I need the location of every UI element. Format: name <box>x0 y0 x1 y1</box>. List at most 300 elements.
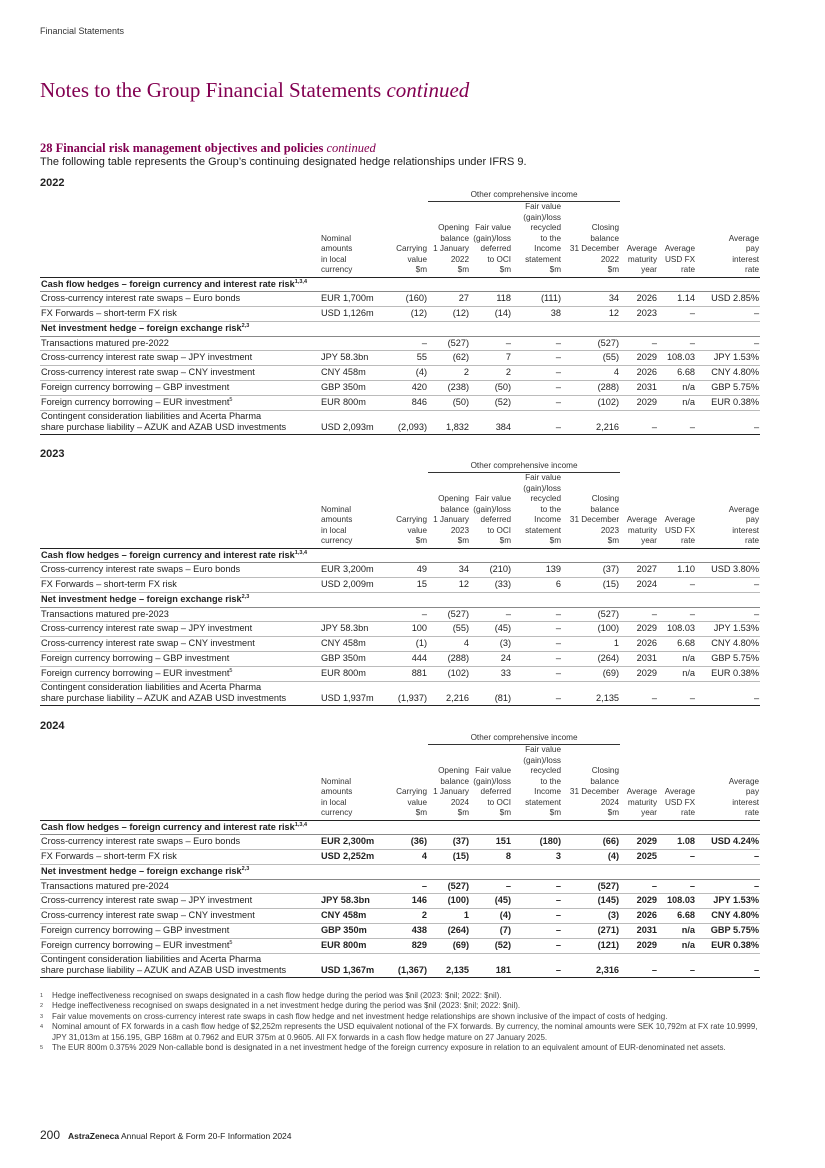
cell-nominal <box>320 336 390 351</box>
col-header-closing: Closing balance 31 December 2023 $m <box>562 473 620 549</box>
cell-opening: 2 <box>428 366 470 381</box>
cell-carrying: – <box>390 336 428 351</box>
row-label-text: Transactions matured pre-2023 <box>41 608 169 619</box>
cell-maturity: 2026 <box>620 292 658 307</box>
cell-fxrate: 6.68 <box>658 366 696 381</box>
cell-fxrate: n/a <box>658 652 696 667</box>
row-label <box>40 292 320 307</box>
cell-carrying: 438 <box>390 924 428 939</box>
table-row <box>40 351 760 366</box>
page-footer <box>40 1128 292 1142</box>
cell-fvrec: – <box>512 652 562 667</box>
row-label-line1: Contingent consideration liabilities and Acerta Pharma <box>41 410 262 421</box>
cell-maturity: – <box>620 879 658 894</box>
cell-maturity: 2031 <box>620 652 658 667</box>
col-header-payrate: Average pay interest rate <box>696 202 760 278</box>
net-investment-hedge-heading <box>40 864 760 879</box>
cell-nominal <box>320 607 390 622</box>
cell-opening: (288) <box>428 652 470 667</box>
row-label <box>40 681 320 705</box>
cell-opening: (12) <box>428 307 470 322</box>
cell-opening: (527) <box>428 879 470 894</box>
footnote-ref: 5 <box>229 667 233 674</box>
cell-payrate: CNY 4.80% <box>696 366 760 381</box>
table-row <box>40 622 760 637</box>
cell-payrate: – <box>696 953 760 977</box>
cash-flow-hedges-heading <box>40 548 760 563</box>
cash-flow-hedges-heading <box>40 820 760 835</box>
cell-maturity: 2023 <box>620 307 658 322</box>
cell-fxrate: n/a <box>658 381 696 396</box>
hedge-relationships-table <box>40 731 760 978</box>
cell-carrying: 49 <box>390 563 428 578</box>
cell-maturity: 2029 <box>620 395 658 410</box>
cell-fvrec: (180) <box>512 835 562 850</box>
row-label <box>40 938 320 953</box>
row-label <box>40 652 320 667</box>
hedge-relationships-table <box>40 459 760 706</box>
cell-closing: (55) <box>562 351 620 366</box>
table-row <box>40 894 760 909</box>
cell-carrying: (36) <box>390 835 428 850</box>
cell-payrate: EUR 0.38% <box>696 938 760 953</box>
footnote-ref: 2,3 <box>241 593 250 600</box>
page-title <box>40 78 469 103</box>
cell-nominal: CNY 458m <box>320 909 390 924</box>
cell-carrying: 55 <box>390 351 428 366</box>
oci-header-row <box>40 731 760 745</box>
cell-closing: 34 <box>562 292 620 307</box>
table-year-heading: 2022 <box>40 177 65 189</box>
cell-carrying: 146 <box>390 894 428 909</box>
cell-closing: (102) <box>562 395 620 410</box>
row-label-text: Transactions matured pre-2022 <box>41 337 169 348</box>
col-header-fvdef: Fair value (gain)/loss deferred to OCI $m <box>470 473 512 549</box>
cell-payrate: GBP 5.75% <box>696 652 760 667</box>
cell-nominal: EUR 1,700m <box>320 292 390 307</box>
cell-fvdef: 384 <box>470 410 512 434</box>
table-row <box>40 381 760 396</box>
footnote-mark: 1 <box>40 993 44 999</box>
cell-fxrate: – <box>658 307 696 322</box>
cell-opening: 4 <box>428 637 470 652</box>
col-header-carrying: Carrying value $m <box>390 202 428 278</box>
cell-nominal: EUR 2,300m <box>320 835 390 850</box>
cell-closing: 1 <box>562 637 620 652</box>
column-header-row <box>40 202 760 278</box>
cell-closing: (121) <box>562 938 620 953</box>
cell-opening: (50) <box>428 395 470 410</box>
row-label-text: Foreign currency borrowing – EUR investment <box>41 396 230 407</box>
row-label <box>40 578 320 593</box>
cell-opening: (55) <box>428 622 470 637</box>
table-row <box>40 850 760 865</box>
cell-closing: (15) <box>562 578 620 593</box>
cell-carrying: 881 <box>390 666 428 681</box>
cell-payrate: USD 2.85% <box>696 292 760 307</box>
cell-maturity: 2029 <box>620 666 658 681</box>
cell-closing: (527) <box>562 607 620 622</box>
cell-nominal: USD 2,093m <box>320 410 390 434</box>
row-label-text: Cross-currency interest rate swap – JPY investment <box>41 895 253 906</box>
cell-maturity: 2031 <box>620 381 658 396</box>
row-label-line1: Contingent consideration liabilities and Acerta Pharma <box>41 681 262 692</box>
footnote-ref: 2,3 <box>241 865 250 872</box>
cell-nominal: EUR 800m <box>320 395 390 410</box>
col-header-closing: Closing balance 31 December 2024 $m <box>562 745 620 821</box>
col-header-maturity: Average maturity year <box>620 202 658 278</box>
table-year-heading: 2023 <box>40 448 65 460</box>
row-label-text: Transactions matured pre-2024 <box>41 880 169 891</box>
cell-nominal: USD 1,367m <box>320 953 390 977</box>
row-label <box>40 381 320 396</box>
cell-fxrate: 1.10 <box>658 563 696 578</box>
cell-nominal: JPY 58.3bn <box>320 622 390 637</box>
col-header-carrying: Carrying value $m <box>390 473 428 549</box>
cell-fvrec: – <box>512 681 562 705</box>
cell-fvrec: 3 <box>512 850 562 865</box>
table-row <box>40 938 760 953</box>
cell-fvdef: (50) <box>470 381 512 396</box>
cell-opening: (527) <box>428 336 470 351</box>
cell-closing: (66) <box>562 835 620 850</box>
oci-group-header: Other comprehensive income <box>428 731 620 745</box>
cell-carrying: 15 <box>390 578 428 593</box>
table-row <box>40 924 760 939</box>
cell-fvrec: – <box>512 351 562 366</box>
cell-payrate: – <box>696 850 760 865</box>
group-heading-label: Cash flow hedges – foreign currency and interest rate risk <box>41 278 295 289</box>
cell-fvrec: – <box>512 622 562 637</box>
row-label <box>40 622 320 637</box>
cell-maturity: 2026 <box>620 909 658 924</box>
col-header-nominal: Nominal amounts in local currency <box>320 745 390 821</box>
footnote-text: Nominal amount of FX forwards in a cash flow hedge of $2,252m represents the USD equivalent notional of the FX forwards. By currency, the nominal amounts were SEK 10,792m at FX rate 10.9999, JPY 31,013m at 156.195, GBP 168m at 0.7962 and EUR 375m at 0.9605. All FX forwards in a cash flow hedge mature on 27 January 2025. <box>52 1022 758 1042</box>
row-label <box>40 637 320 652</box>
cell-maturity: 2026 <box>620 637 658 652</box>
cell-fvdef: 181 <box>470 953 512 977</box>
cell-payrate: – <box>696 307 760 322</box>
cell-maturity: 2024 <box>620 578 658 593</box>
cell-payrate: CNY 4.80% <box>696 909 760 924</box>
footnote-mark: 5 <box>40 1045 44 1052</box>
cell-fvrec: – <box>512 395 562 410</box>
cell-fvrec: – <box>512 938 562 953</box>
col-header-fxrate: Average USD FX rate <box>658 202 696 278</box>
group-heading-label: Cash flow hedges – foreign currency and interest rate risk <box>41 821 295 832</box>
cell-nominal: EUR 800m <box>320 938 390 953</box>
cell-fvrec: – <box>512 953 562 977</box>
cell-nominal: JPY 58.3bn <box>320 894 390 909</box>
row-label-text: Cross-currency interest rate swaps – Euro bonds <box>41 564 241 575</box>
row-label <box>40 924 320 939</box>
cell-opening: (264) <box>428 924 470 939</box>
row-label-text: Cross-currency interest rate swaps – Euro bonds <box>41 836 241 847</box>
cell-payrate: USD 3.80% <box>696 563 760 578</box>
cell-fvdef: 2 <box>470 366 512 381</box>
row-label <box>40 336 320 351</box>
col-header-opening: Opening balance 1 January 2022 $m <box>428 202 470 278</box>
cell-carrying: (1,367) <box>390 953 428 977</box>
cell-fxrate: 108.03 <box>658 622 696 637</box>
cell-closing: (4) <box>562 850 620 865</box>
cell-closing: (264) <box>562 652 620 667</box>
cell-fvdef: (52) <box>470 395 512 410</box>
row-label <box>40 395 320 410</box>
cell-fvdef: – <box>470 879 512 894</box>
cell-fvrec: 6 <box>512 578 562 593</box>
cell-closing: (145) <box>562 894 620 909</box>
cell-closing: 2,135 <box>562 681 620 705</box>
cell-closing: (288) <box>562 381 620 396</box>
cell-fvdef: – <box>470 607 512 622</box>
footnote-ref: 5 <box>229 939 233 946</box>
cell-fvdef: – <box>470 336 512 351</box>
cell-nominal: EUR 3,200m <box>320 563 390 578</box>
cell-closing: (3) <box>562 909 620 924</box>
cell-fvrec: 38 <box>512 307 562 322</box>
footnote <box>40 1043 765 1053</box>
cell-fvdef: 33 <box>470 666 512 681</box>
row-label-text: Foreign currency borrowing – EUR investment <box>41 939 230 950</box>
page-number: 200 <box>40 1128 61 1142</box>
section-title-main: 28 Financial risk management objectives and policies <box>40 141 324 155</box>
row-label <box>40 850 320 865</box>
cell-opening: (100) <box>428 894 470 909</box>
cell-carrying: 2 <box>390 909 428 924</box>
cell-payrate: JPY 1.53% <box>696 894 760 909</box>
col-header-opening: Opening balance 1 January 2023 $m <box>428 473 470 549</box>
footnote <box>40 1012 765 1022</box>
table-row <box>40 652 760 667</box>
cell-maturity: – <box>620 953 658 977</box>
col-header-maturity: Average maturity year <box>620 745 658 821</box>
cell-carrying: (4) <box>390 366 428 381</box>
cell-fxrate: 6.68 <box>658 637 696 652</box>
cell-fxrate: – <box>658 607 696 622</box>
cell-opening: 2,135 <box>428 953 470 977</box>
cell-payrate: – <box>696 607 760 622</box>
cell-fxrate: n/a <box>658 938 696 953</box>
cell-maturity: – <box>620 410 658 434</box>
column-header-row <box>40 473 760 549</box>
row-label-text: FX Forwards – short-term FX risk <box>41 308 177 319</box>
cell-nominal: JPY 58.3bn <box>320 351 390 366</box>
section-title <box>40 141 376 156</box>
col-header-carrying: Carrying value $m <box>390 745 428 821</box>
footnote-text: Hedge ineffectiveness recognised on swaps designated in a cash flow hedge during the period was $nil (2023: $nil; 2022: $nil). <box>52 991 502 1000</box>
cell-fvdef: (14) <box>470 307 512 322</box>
cell-closing: 2,316 <box>562 953 620 977</box>
table-row <box>40 307 760 322</box>
cell-closing: (69) <box>562 666 620 681</box>
cell-maturity: – <box>620 336 658 351</box>
cell-payrate: – <box>696 410 760 434</box>
cell-fvrec: – <box>512 410 562 434</box>
section-intro: The following table represents the Group’s continuing designated hedge relationships under IFRS 9. <box>40 156 527 168</box>
table-row <box>40 366 760 381</box>
col-header-fvrec: Fair value (gain)/loss recycled to the Income statement $m <box>512 745 562 821</box>
hedge-relationships-table <box>40 188 760 435</box>
cell-maturity: – <box>620 607 658 622</box>
group-heading-label: Cash flow hedges – foreign currency and interest rate risk <box>41 549 295 560</box>
cell-opening: (15) <box>428 850 470 865</box>
cell-fvrec: 139 <box>512 563 562 578</box>
footnote <box>40 991 765 1001</box>
cell-fxrate: – <box>658 410 696 434</box>
row-label-text: Cross-currency interest rate swap – CNY investment <box>41 638 255 649</box>
cell-fxrate: – <box>658 879 696 894</box>
cell-opening: (238) <box>428 381 470 396</box>
row-label <box>40 410 320 434</box>
cell-fvdef: 24 <box>470 652 512 667</box>
cell-fvrec: – <box>512 924 562 939</box>
cell-fvrec: – <box>512 637 562 652</box>
col-header-fvrec: Fair value (gain)/loss recycled to the Income statement $m <box>512 202 562 278</box>
cell-fvdef: (210) <box>470 563 512 578</box>
cell-maturity: 2029 <box>620 835 658 850</box>
contingent-consideration-row <box>40 953 760 977</box>
cell-fxrate: 108.03 <box>658 894 696 909</box>
cell-fvrec: – <box>512 894 562 909</box>
cell-nominal: EUR 800m <box>320 666 390 681</box>
cell-nominal: GBP 350m <box>320 381 390 396</box>
row-label <box>40 607 320 622</box>
row-label-text: Cross-currency interest rate swap – CNY investment <box>41 367 255 378</box>
hedge-table-2024 <box>40 731 760 978</box>
table-row <box>40 666 760 681</box>
cell-opening: 1 <box>428 909 470 924</box>
cell-opening: 1,832 <box>428 410 470 434</box>
col-header-payrate: Average pay interest rate <box>696 745 760 821</box>
col-header-closing: Closing balance 31 December 2022 $m <box>562 202 620 278</box>
cell-closing: 2,216 <box>562 410 620 434</box>
cell-maturity: 2029 <box>620 351 658 366</box>
cell-fvdef: (3) <box>470 637 512 652</box>
hedge-table-2023 <box>40 459 760 706</box>
footnote-mark: 3 <box>40 1013 44 1020</box>
footnote-ref: 1,3,4 <box>294 278 307 285</box>
cell-closing: 4 <box>562 366 620 381</box>
cell-carrying: (12) <box>390 307 428 322</box>
cell-fxrate: 108.03 <box>658 351 696 366</box>
cell-payrate: EUR 0.38% <box>696 666 760 681</box>
cell-fxrate: n/a <box>658 924 696 939</box>
cell-maturity: 2029 <box>620 894 658 909</box>
row-label-text: Cross-currency interest rate swaps – Euro bonds <box>41 293 241 304</box>
col-header-nominal: Nominal amounts in local currency <box>320 202 390 278</box>
cell-carrying: (160) <box>390 292 428 307</box>
col-header-nominal: Nominal amounts in local currency <box>320 473 390 549</box>
cell-nominal: GBP 350m <box>320 924 390 939</box>
row-label <box>40 666 320 681</box>
cell-carrying: – <box>390 879 428 894</box>
cell-fxrate: n/a <box>658 666 696 681</box>
cell-carrying: 829 <box>390 938 428 953</box>
cell-nominal: CNY 458m <box>320 637 390 652</box>
cell-fvdef: (81) <box>470 681 512 705</box>
cell-maturity: 2025 <box>620 850 658 865</box>
cell-payrate: JPY 1.53% <box>696 622 760 637</box>
cell-carrying: 444 <box>390 652 428 667</box>
cell-opening: (37) <box>428 835 470 850</box>
row-label <box>40 563 320 578</box>
cell-opening: (69) <box>428 938 470 953</box>
cell-fvrec: – <box>512 666 562 681</box>
cell-maturity: 2026 <box>620 366 658 381</box>
cell-opening: (62) <box>428 351 470 366</box>
oci-group-header: Other comprehensive income <box>428 459 620 473</box>
cell-maturity: 2027 <box>620 563 658 578</box>
row-label-text: Cross-currency interest rate swap – JPY investment <box>41 352 253 363</box>
contingent-consideration-row <box>40 681 760 705</box>
row-label-text: Foreign currency borrowing – GBP investment <box>41 925 230 936</box>
col-header-opening: Opening balance 1 January 2024 $m <box>428 745 470 821</box>
row-label <box>40 879 320 894</box>
cell-fvdef: 8 <box>470 850 512 865</box>
cell-fvrec: – <box>512 336 562 351</box>
table-row <box>40 879 760 894</box>
cell-carrying: – <box>390 607 428 622</box>
row-label-line1: Contingent consideration liabilities and Acerta Pharma <box>41 953 262 964</box>
footnote-mark: 2 <box>40 1003 44 1010</box>
cell-carrying: 846 <box>390 395 428 410</box>
cell-opening: 12 <box>428 578 470 593</box>
cell-nominal <box>320 879 390 894</box>
cell-fvdef: (33) <box>470 578 512 593</box>
cell-maturity: – <box>620 681 658 705</box>
col-header-fvdef: Fair value (gain)/loss deferred to OCI $m <box>470 745 512 821</box>
footnote-text: Hedge ineffectiveness recognised on swaps designated in a net investment hedge during the period was $nil (2023: $nil; 2022: $nil). <box>52 1001 521 1011</box>
footnote-mark: 4 <box>40 1024 44 1031</box>
cell-closing: 12 <box>562 307 620 322</box>
row-label <box>40 307 320 322</box>
row-label-text: Foreign currency borrowing – GBP investment <box>41 382 230 393</box>
cell-payrate: – <box>696 336 760 351</box>
cell-fvdef: 151 <box>470 835 512 850</box>
cell-payrate: GBP 5.75% <box>696 924 760 939</box>
oci-header-row <box>40 459 760 473</box>
net-investment-hedge-heading <box>40 321 760 336</box>
page-title-main: Notes to the Group Financial Statements <box>40 78 382 102</box>
cell-fvdef: (45) <box>470 894 512 909</box>
cell-nominal: USD 2,009m <box>320 578 390 593</box>
row-label-text: FX Forwards – short-term FX risk <box>41 851 177 862</box>
cell-fvdef: (7) <box>470 924 512 939</box>
oci-header-row <box>40 188 760 202</box>
cell-fvrec: – <box>512 366 562 381</box>
row-label <box>40 351 320 366</box>
footnote-ref: 1,3,4 <box>294 821 307 828</box>
section-title-continued: continued <box>326 141 376 155</box>
row-label-text: Foreign currency borrowing – GBP investment <box>41 653 230 664</box>
brand-name: AstraZeneca <box>68 1131 120 1141</box>
cell-fvdef: (4) <box>470 909 512 924</box>
cell-fvrec: – <box>512 879 562 894</box>
cell-payrate: GBP 5.75% <box>696 381 760 396</box>
row-label <box>40 835 320 850</box>
table-row <box>40 336 760 351</box>
table-year-heading: 2024 <box>40 720 65 732</box>
cell-fxrate: – <box>658 681 696 705</box>
col-header-fvdef: Fair value (gain)/loss deferred to OCI $m <box>470 202 512 278</box>
cell-carrying: (1,937) <box>390 681 428 705</box>
cell-closing: (527) <box>562 336 620 351</box>
cell-fxrate: 6.68 <box>658 909 696 924</box>
table-row <box>40 292 760 307</box>
cell-fvrec: (111) <box>512 292 562 307</box>
cell-fxrate: – <box>658 850 696 865</box>
